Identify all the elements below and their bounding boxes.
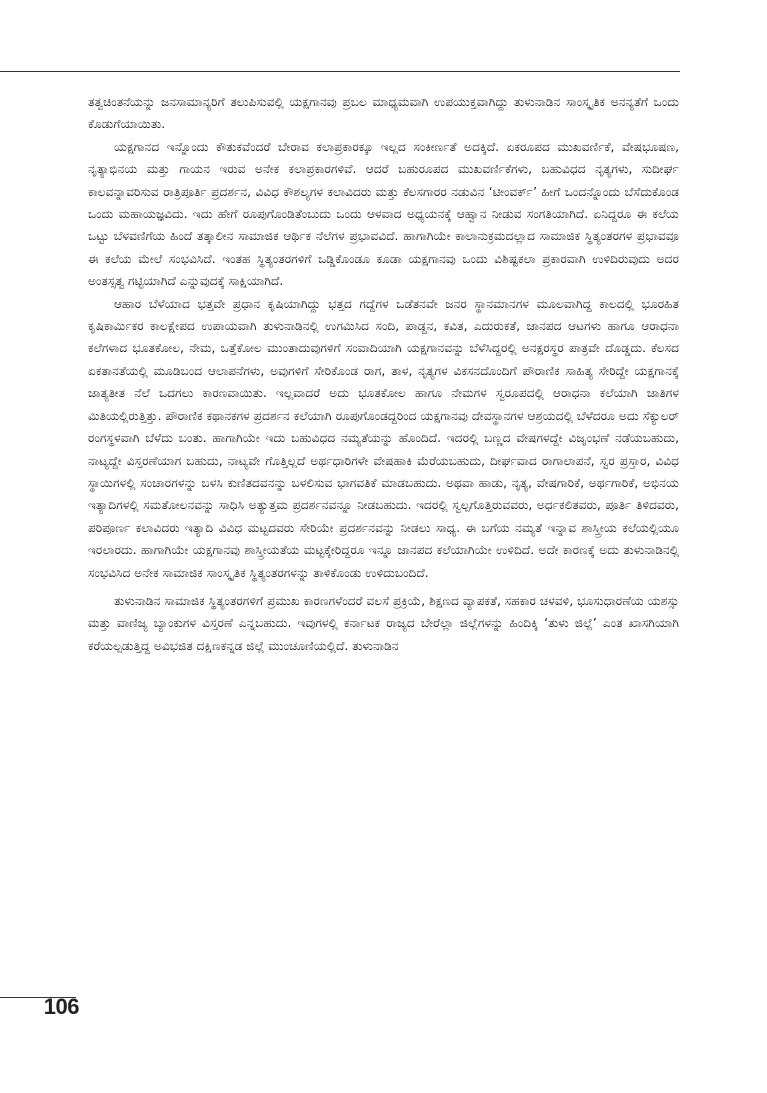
- paragraph-continuation: ತತ್ವಚಿಂತನೆಯನ್ನು ಜನಸಾಮಾನ್ಯರಿಗೆ ತಲುಪಿಸುವಲ್ಲಿ ಯಕ್ಷಗಾನವು ಪ್ರಬಲ ಮಾಧ್ಯಮವಾಗಿ ಉಪಯುಕ್ತವಾಗಿದ್ದು ತುಳುನಾಡಿನ ಸಾಂಸ್ಕೃತಿಕ ಅನನ್ಯತೆಗೆ ಒಂದು ಕೊಡುಗೆಯಾಯಿತು.: [88, 95, 679, 132]
- paragraph-yakshagana-complexity: ಯಕ್ಷಗಾನದ ಇನ್ನೊಂದು ಕೌತುಕವೆಂದರೆ ಬೇರಾವ ಕಲಾಪ್ರಕಾರಕ್ಕೂ ಇಲ್ಲದ ಸಂಕೀರ್ಣತೆ ಅದಕ್ಕಿದೆ. ಏಕರೂಪದ ಮುಖವರ್ಣಿಕೆ, ವೇಷಭೂಷಣ, ನೃತ್ಯಾಭಿನಯ ಮತ್ತು ಗಾಯನ ಇರುವ ಅನೇಕ ಕಲಾಪ್ರಕಾರಗಳಿವೆ. ಆದರೆ ಬಹುರೂಪದ ಮುಖವರ್ಣಿಕೆಗಳು, ಬಹುವಿಧದ ನೃತ್ಯಗಳು, ಸುದೀರ್ಘ ಕಾಲವನ್ನಾವರಿಸುವ ರಾತ್ರಿಪೂರ್ತಿ ಪ್ರದರ್ಶನ, ವಿವಿಧ ಕೌಶಲ್ಯಗಳ ಕಲಾವಿದರು ಮತ್ತು ಕೆಲಸಗಾರರ ನಡುವಿನ ‘ಟೀಂವರ್ಕ್’ ಹೀಗೆ ಒಂದನ್ನೊಂದು ಬೆಸೆದುಕೊಂಡ ಒಂದು ಮಹಾಯಜ್ಞವಿದು. ಇದು ಹೇಗೆ ರೂಪುಗೊಂಡಿತೆಂಬುದು ಒಂದು ಆಳವಾದ ಅಧ್ಯಯನಕ್ಕೆ ಆಹ್ವಾನ ನೀಡುವ ಸಂಗತಿಯಾಗಿದೆ. ಏನಿದ್ದರೂ ಈ ಕಲೆಯ ಒಟ್ಟು ಬೆಳವಣಿಗೆಯ ಹಿಂದೆ ತತ್ಕಾಲೀನ ಸಾಮಾಜಿಕ ಆರ್ಥಿಕ ನೆಲೆಗಳ ಪ್ರಭಾವವಿದೆ. ಹಾಗಾಗಿಯೇ ಕಾಲಾನುಕ್ರಮದಲ್ಲಾದ ಸಾಮಾಜಿಕ ಸ್ಥಿತ್ಯಂತರಗಳ ಪ್ರಭಾವವೂ ಈ ಕಲೆಯ ಮೇಲೆ ಸಂಭವಿಸಿದೆ. ಇಂತಹ ಸ್ಥಿತ್ಯಂತರಗಳಿಗೆ ಒಡ್ಡಿಕೊಂಡೂ ಕೂಡಾ ಯಕ್ಷಗಾನವು ಒಂದು ವಿಶಿಷ್ಟಕಲಾ ಪ್ರಕಾರವಾಗಿ ಉಳಿದಿರುವುದು ಅದರ ಅಂತಸ್ಸತ್ವ ಗಟ್ಟಿಯಾಗಿದೆ ಎನ್ನುವುದಕ್ಕೆ ಸಾಕ್ಷಿಯಾಗಿದೆ.: [88, 139, 679, 289]
- paragraph-agrarian-roots: ಆಹಾರ ಬೆಳೆಯಾದ ಭತ್ತವೇ ಪ್ರಧಾನ ಕೃಷಿಯಾಗಿದ್ದು ಭತ್ತದ ಗದ್ದೆಗಳ ಒಡೆತನವೇ ಜನರ ಸ್ಥಾನಮಾನಗಳ ಮೂಲವಾಗಿದ್ದ ಕಾಲದಲ್ಲಿ ಭೂರಹಿತ ಕೃಷಿಕಾರ್ಮಿಕರ ಕಾಲಕ್ಷೇಪದ ಉಪಾಯವಾಗಿ ತುಳುನಾಡಿನಲ್ಲಿ ಉಗಮಿಸಿದ ಸಂದಿ, ಪಾಡ್ದನ, ಕವಿತ, ಎದುರುಕತೆ, ಜಾನಪದ ಆಟಗಳು ಹಾಗೂ ಆರಾಧನಾ ಕಲೆಗಳಾದ ಭೂತಕೋಲ, ನೇಮ, ಒತ್ತೆಕೋಲ ಮುಂತಾದುವುಗಳಿಗೆ ಸಂವಾದಿಯಾಗಿ ಯಕ್ಷಗಾನವನ್ನು ಬೆಳೆಸಿದ್ದರಲ್ಲಿ ಅನಕ್ಷರಸ್ಥರ ಪಾತ್ರವೇ ದೊಡ್ಡದು. ಕೆಲಸದ ಏಕತಾನತೆಯಲ್ಲಿ ಮೂಡಿಬಂದ ಆಲಾಪನೆಗಳು, ಅವುಗಳಿಗೆ ಸೇರಿಕೊಂಡ ರಾಗ, ತಾಳ, ನೃತ್ಯಗಳ ವಿಕಸನದೊಂದಿಗೆ ಪೌರಾಣಿಕ ಸಾಹಿತ್ಯ ಸೇರಿದ್ದೇ ಯಕ್ಷಗಾನಕ್ಕೆ ಜಾತ್ಯತೀತ ನೆಲೆ ಒದಗಲು ಕಾರಣವಾಯಿತು. ಇಲ್ಲವಾದರೆ ಅದು ಭೂತಕೋಲ ಹಾಗೂ ನೇಮಗಳ ಸ್ವರೂಪದಲ್ಲಿ ಆರಾಧನಾ ಕಲೆಯಾಗಿ ಜಾತಿಗಳ ಮಿತಿಯಲ್ಲಿರುತ್ತಿತ್ತು. ಪೌರಾಣಿಕ ಕಥಾನಕಗಳ ಪ್ರದರ್ಶನ ಕಲೆಯಾಗಿ ರೂಪುಗೊಂಡದ್ದರಿಂದ ಯಕ್ಷಗಾನವು ದೇವಸ್ಥಾನಗಳ ಆಶ್ರಯದಲ್ಲಿ ಬೆಳೆದರೂ ಅದು ಸೆಕ್ಯುಲರ್ ರಂಗಸ್ಥಳವಾಗಿ ಬೆಳೆದು ಬಂತು. ಹಾಗಾಗಿಯೇ ಇದು ಬಹುವಿಧದ ನಮ್ಯತೆಯನ್ನು ಹೊಂದಿದೆ. ಇದರಲ್ಲಿ ಬಣ್ಣದ ವೇಷಗಳದ್ದೇ ವಿಜೃಂಭಣೆ ನಡೆಯಬಹುದು, ನಾಟ್ಯದ್ದೇ ವಿಸ್ತರಣೆಯಾಗ ಬಹುದು, ನಾಟ್ಯವೇ ಗೊತ್ತಿಲ್ಲದೆ ಅರ್ಥಧಾರಿಗಳೇ ವೇಷಹಾಕಿ ಮೆರೆಯಬಹುದು, ದೀರ್ಘವಾದ ರಾಗಾಲಾಪನೆ, ಸ್ವರ ಪ್ರಸ್ತಾರ, ವಿವಿಧ ಸ್ಥಾಯಿಗಳಲ್ಲಿ ಸಂಚಾರಗಳನ್ನು ಬಳಸಿ ಕುಣಿತದವನನ್ನು ಬಳಲಿಸುವ ಭಾಗವತಿಕೆ ಮಾಡಬಹುದು. ಅಥವಾ ಹಾಡು, ನೃತ್ಯ, ವೇಷಗಾರಿಕೆ, ಅರ್ಥಗಾರಿಕೆ, ಅಭಿನಯ ಇತ್ಯಾದಿಗಳಲ್ಲಿ ಸಮತೋಲನವನ್ನು ಸಾಧಿಸಿ ಅತ್ಯುತ್ತಮ ಪ್ರದರ್ಶನವನ್ನೂ ನೀಡಬಹುದು. ಇದರಲ್ಲಿ ಸ್ವಲ್ಪಗೊತ್ತಿರುವವರು, ಅರ್ಧಕಲಿತವರು, ಪೂರ್ತಿ ತಿಳಿದವರು, ಪರಿಪೂರ್ಣ ಕಲಾವಿದರು ಇತ್ಯಾದಿ ವಿವಿಧ ಮಟ್ಟದವರು ಸೇರಿಯೇ ಪ್ರದರ್ಶನವನ್ನು ನೀಡಲು ಸಾಧ್ಯ. ಈ ಬಗೆಯ ನಮ್ಯತೆ ಇನ್ನಾವ ಶಾಸ್ತ್ರೀಯ ಕಲೆಯಲ್ಲಿಯೂ ಇರಲಾರದು. ಹಾಗಾಗಿಯೇ ಯಕ್ಷಗಾನವು ಶಾಸ್ತ್ರೀಯತೆಯ ಮಟ್ಟಕ್ಕೇರಿದ್ದರೂ ಇನ್ನೂ ಜಾನಪದ ಕಲೆಯಾಗಿಯೇ ಉಳಿದಿದೆ. ಅದೇ ಕಾರಣಕ್ಕೆ ಅದು ತುಳುನಾಡಿನಲ್ಲಿ ಸಂಭವಿಸಿದ ಅನೇಕ ಸಾಮಾಜಿಕ ಸಾಂಸ್ಕೃತಿಕ ಸ್ಥಿತ್ಯಂತರಗಳನ್ನು ತಾಳಿಕೊಂಡು ಉಳಿದುಬಂದಿದೆ.: [88, 296, 679, 580]
- page-number: 106: [43, 994, 79, 1019]
- paragraph-social-transitions: ತುಳುನಾಡಿನ ಸಾಮಾಜಿಕ ಸ್ಥಿತ್ಯಂತರಗಳಿಗೆ ಪ್ರಮುಖ ಕಾರಣಗಳೆಂದರೆ ವಲಸೆ ಪ್ರಕ್ರಿಯೆ, ಶಿಕ್ಷಣದ ವ್ಯಾಪಕತೆ, ಸಹಕಾರ ಚಳವಳಿ, ಭೂಸುಧಾರಣೆಯ ಯಶಸ್ಸು ಮತ್ತು ವಾಣಿಜ್ಯ ಬ್ಯಾಂಕುಗಳ ವಿಸ್ತರಣೆ ಎನ್ನಬಹುದು. ಇವುಗಳಲ್ಲಿ ಕರ್ನಾಟಕ ರಾಜ್ಯದ ಬೇರೆಲ್ಲಾ ಜಿಲ್ಲೆಗಳನ್ನು ಹಿಂದಿಕ್ಕಿ ‘ತುಳು ಜಿಲ್ಲೆ’ ಎಂತ ಖಾಸಗಿಯಾಗಿ ಕರೆಯಲ್ಪಡುತ್ತಿದ್ದ ಅವಿಭಜಿತ ದಕ್ಷಿಣಕನ್ನಡ ಜಿಲ್ಲೆ ಮುಂಚೂಣಿಯಲ್ಲಿದೆ. ತುಳುನಾಡಿನ: [88, 593, 679, 653]
- header-rule: [0, 71, 680, 72]
- body-text: [88, 91, 679, 1021]
